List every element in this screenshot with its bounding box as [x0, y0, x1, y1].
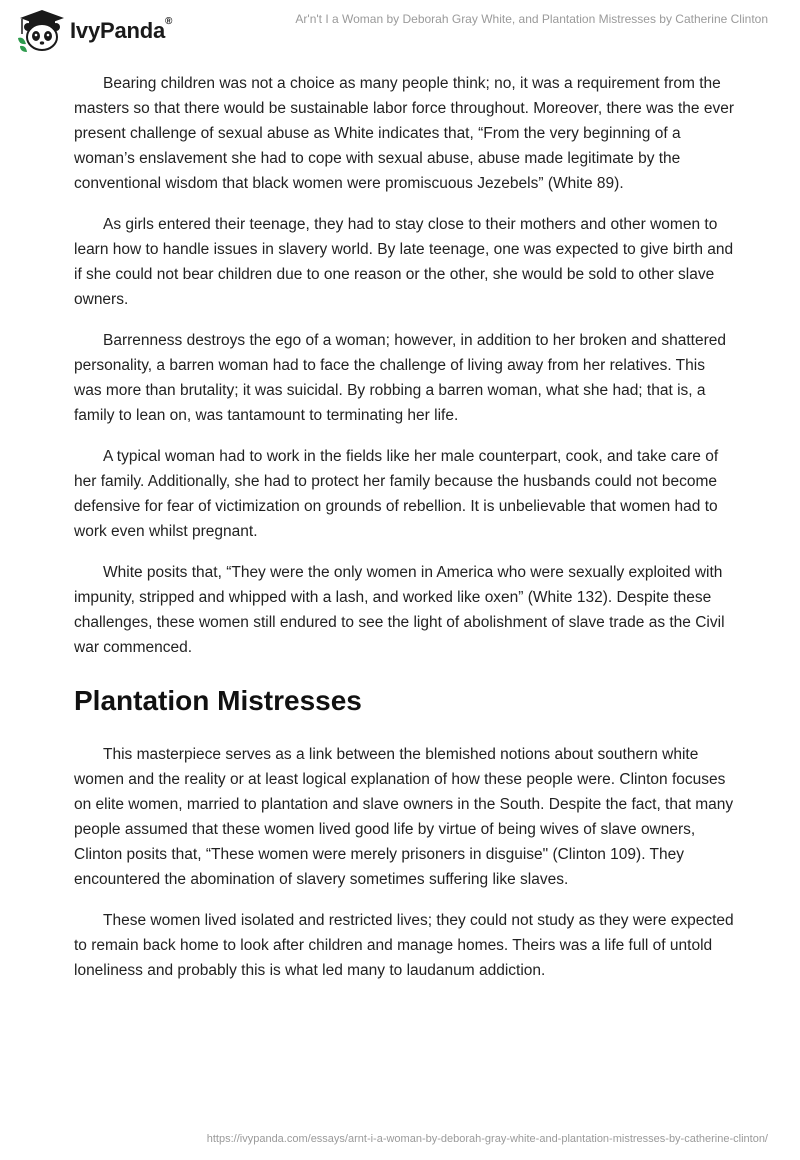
paragraph: As girls entered their teenage, they had to stay close to their mothers and other women to learn how to handle issues in slavery world. By late teenage, one was expected to give birth and if she could not bear children due to one reason or the other, she would be sold to other slave owners. [74, 216, 734, 308]
paragraph: These women lived isolated and restricted lives; they could not study as they were expected to remain back home to look after children and manage homes. Theirs was a life full of untold loneliness and probably this is what led many to laudanum addiction. [74, 912, 734, 979]
document-title: Ar'n't I a Woman by Deborah Gray White, and Plantation Mistresses by Catherine Clinton [295, 12, 768, 26]
brand-logo[interactable] [14, 8, 172, 54]
paragraph: Barrenness destroys the ego of a woman; however, in addition to her broken and shattered personality, a barren woman had to face the challenge of living away from her relatives. This was more than brutality; it was suicidal. By robbing a barren woman, what she had; that is, a family to lean on, was tantamount to terminating her life. [74, 332, 726, 424]
paragraph: White posits that, “They were the only women in America who were sexually exploited with impunity, stripped and whipped with a lash, and worked like oxen” (White 132). Despite these challenges, these women still endured to see the light of abolishment of slave trade as the Civil war commenced. [74, 564, 725, 656]
essay-content [74, 71, 734, 999]
paragraph: A typical woman had to work in the fields like her male counterpart, cook, and take care of her family. Additionally, she had to protect her family because the husbands could not become defensive for fear of victimization on grounds of rebellion. It is unbelievable that women had to work even whilst pregnant. [74, 448, 719, 540]
section-heading: Plantation Mistresses [74, 685, 362, 716]
page-header [0, 0, 800, 60]
brand-name: IvyPanda® [70, 16, 173, 43]
panda-graduate-icon [14, 8, 66, 54]
paragraph: This masterpiece serves as a link between the blemished notions about southern white women and the reality or at least logical explanation of how these people were. Clinton focuses on elite women, married to plantation and slave owners in the South. Despite the fact, that many people assumed that these women lived good life by virtue of being wives of slave owners, Clinton posits that, “These women were merely prisoners in disguise" (Clinton 109). They encountered the abomination of slavery sometimes suffering like slaves. [74, 746, 734, 888]
paragraph: Bearing children was not a choice as many people think; no, it was a requirement from the masters so that there would be sustainable labor force throughout. Moreover, there was the ever present challenge of sexual abuse as White indicates that, “From the very beginning of a woman’s enslavement she had to cope with sexual abuse, abuse made legitimate by the conventional wisdom that black women were promiscuous Jezebels” (White 89). [74, 75, 734, 192]
source-url[interactable]: https://ivypanda.com/essays/arnt-i-a-woman-by-deborah-gray-white-and-plantation-mistresses-by-catherine-clinton/ [206, 1133, 768, 1145]
